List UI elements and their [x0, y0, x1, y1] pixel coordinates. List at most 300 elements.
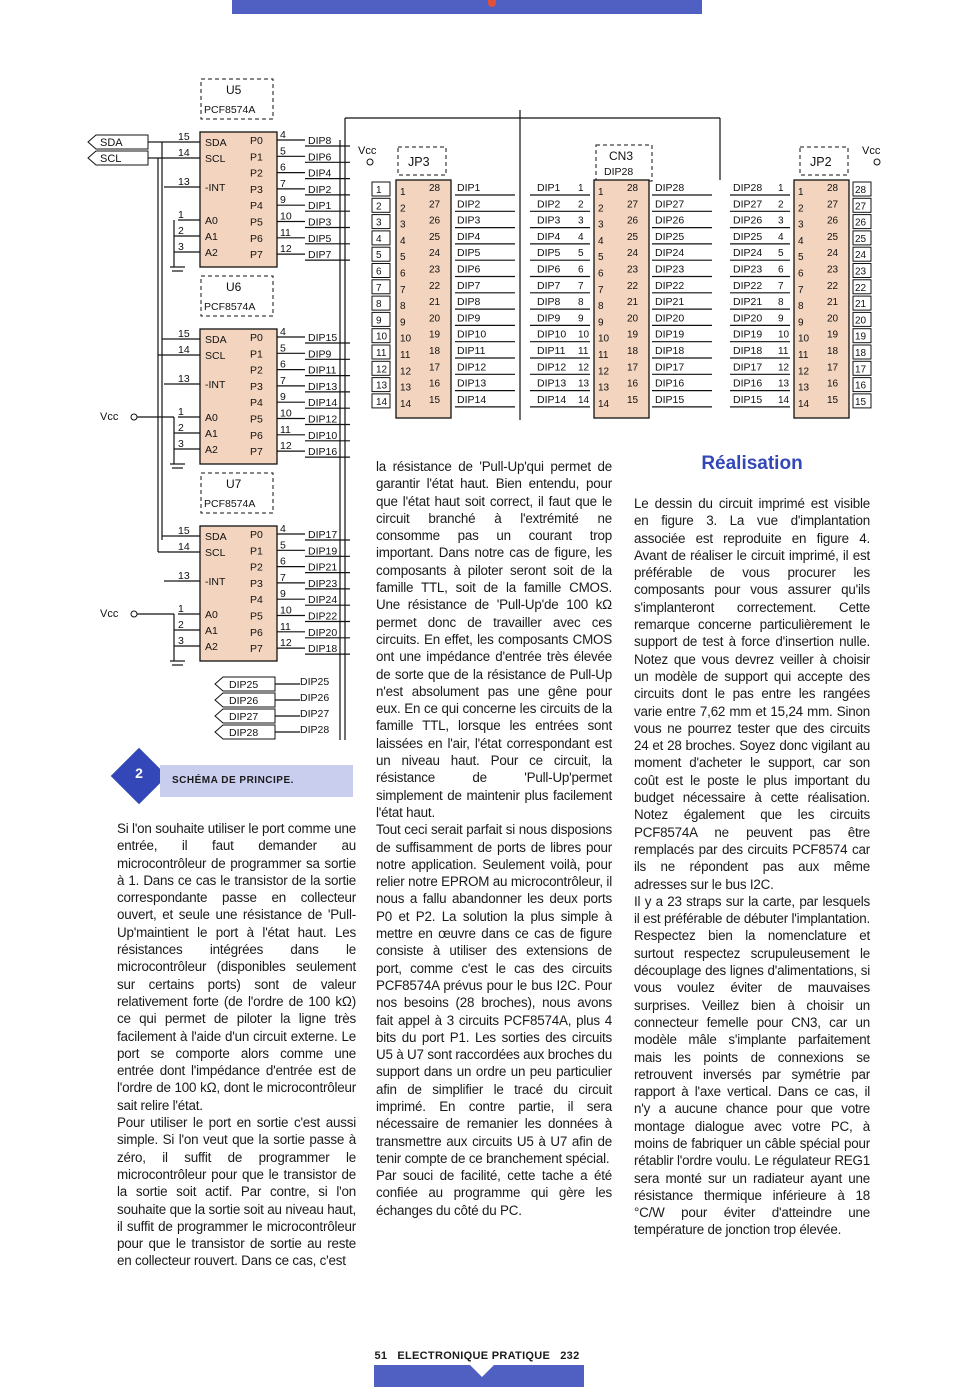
- socket-pin: 4: [798, 235, 804, 247]
- pin-number: 15: [178, 525, 190, 537]
- socket-pin: 8: [578, 297, 584, 309]
- connector-sub: DIP28: [604, 166, 634, 178]
- port-label: DIP25: [229, 679, 259, 691]
- net-label: DIP19: [655, 328, 685, 341]
- socket-pin: 14: [798, 398, 810, 410]
- socket-pin: 2: [400, 203, 406, 215]
- socket-pin: 9: [376, 315, 382, 327]
- socket-pin: 22: [627, 280, 639, 292]
- net-label: DIP23: [308, 577, 338, 590]
- pin-name: P2: [250, 364, 263, 377]
- connector-name: JP2: [810, 155, 832, 169]
- net-label: DIP2: [457, 198, 481, 211]
- pin-number: 9: [280, 391, 286, 404]
- net-label: DIP16: [308, 446, 338, 459]
- socket-pin: 20: [855, 315, 867, 327]
- socket-pin: 28: [627, 183, 639, 194]
- net-label: DIP17: [733, 361, 763, 374]
- pin-name: P3: [250, 380, 263, 393]
- net-label: DIP15: [733, 393, 763, 406]
- net-label: DIP12: [308, 413, 338, 426]
- net-label: DIP26: [655, 214, 685, 227]
- socket-pin: 26: [429, 215, 441, 227]
- pin-name: -INT: [205, 182, 226, 194]
- vcc-node: [874, 159, 880, 165]
- socket-pin: 11: [598, 350, 609, 361]
- socket-pin: 10: [578, 329, 590, 341]
- pin-name: P0: [250, 135, 263, 147]
- socket-pin: 10: [778, 329, 790, 341]
- net-label: DIP13: [457, 377, 487, 390]
- net-label: DIP25: [300, 676, 330, 688]
- net-label: DIP5: [537, 247, 561, 260]
- socket-pin: 14: [376, 396, 388, 408]
- pin-name: P0: [250, 332, 263, 344]
- net-label: DIP7: [308, 249, 332, 262]
- vcc-node: [131, 414, 137, 420]
- net-label: DIP13: [537, 377, 567, 390]
- net-label: DIP18: [733, 345, 763, 357]
- pin-name: P5: [250, 216, 263, 229]
- pin-number: 4: [280, 129, 286, 141]
- net-label: DIP18: [655, 345, 685, 357]
- socket-pin: 3: [798, 219, 804, 231]
- socket-pin: 21: [855, 299, 867, 311]
- pin-name: SCL: [205, 350, 226, 362]
- pin-number: 5: [280, 342, 286, 355]
- scl-label: SCL: [100, 153, 122, 165]
- net-label: DIP5: [308, 232, 332, 245]
- socket-pin: 21: [827, 297, 839, 309]
- socket-pin: 4: [778, 231, 784, 243]
- net-label: DIP27: [300, 708, 330, 720]
- net-label: DIP5: [457, 247, 481, 260]
- net-label: DIP28: [655, 182, 685, 194]
- socket-pin: 25: [429, 231, 441, 243]
- text-column-3: [634, 495, 870, 1239]
- net-label: DIP24: [655, 247, 685, 260]
- socket-pin: 8: [400, 301, 406, 313]
- net-label: DIP4: [308, 167, 332, 180]
- socket-pin: 6: [578, 264, 584, 276]
- net-label: DIP27: [655, 198, 685, 211]
- port-label: DIP26: [229, 695, 259, 707]
- socket-pin: 16: [827, 378, 839, 390]
- socket-pin: 1: [778, 183, 784, 194]
- pin-number: 1: [178, 406, 184, 418]
- pin-number: 14: [178, 147, 190, 159]
- pin-number: 2: [178, 225, 184, 237]
- pin-name: P5: [250, 413, 263, 426]
- socket-pin: 1: [400, 187, 406, 198]
- socket-pin: 5: [400, 252, 406, 264]
- net-label: DIP12: [537, 361, 567, 374]
- socket-pin: 17: [627, 362, 639, 374]
- net-label: DIP11: [308, 364, 337, 377]
- pin-name: P1: [250, 545, 263, 558]
- socket-pin: 10: [400, 333, 412, 345]
- socket-pin: 14: [778, 394, 790, 406]
- net-label: DIP13: [308, 380, 338, 393]
- socket-pin: 1: [578, 183, 584, 194]
- socket-pin: 28: [429, 183, 441, 194]
- net-label: DIP17: [308, 529, 338, 541]
- socket-pin: 13: [400, 382, 412, 394]
- pin-name: P1: [250, 151, 263, 164]
- page-number: 51: [374, 1350, 388, 1362]
- net-label: DIP25: [655, 230, 685, 243]
- socket-pin: 14: [400, 398, 412, 410]
- socket-pin: 19: [429, 329, 441, 341]
- vcc-label: Vcc: [100, 411, 119, 423]
- pin-name: P4: [250, 200, 263, 213]
- socket-pin: 10: [376, 331, 388, 343]
- socket-pin: 5: [778, 248, 784, 260]
- pin-name: A2: [205, 444, 218, 456]
- socket-pin: 19: [627, 329, 639, 341]
- socket-pin: 5: [798, 252, 804, 264]
- socket-pin: 2: [578, 199, 584, 211]
- net-label: DIP20: [733, 312, 763, 325]
- pin-number: 5: [280, 539, 286, 552]
- chip-name: U6: [226, 280, 242, 294]
- socket-pin: 3: [778, 215, 784, 227]
- pin-number: 3: [178, 635, 184, 647]
- pin-number: 12: [280, 440, 292, 453]
- pin-number: 6: [280, 358, 286, 371]
- socket-pin: 21: [429, 297, 441, 309]
- socket-pin: 15: [627, 394, 639, 406]
- pin-name: P6: [250, 626, 263, 639]
- socket-pin: 8: [376, 299, 382, 311]
- net-label: DIP8: [457, 296, 481, 309]
- net-label: DIP24: [308, 594, 338, 607]
- socket-pin: 11: [798, 350, 809, 361]
- socket-pin: 9: [598, 317, 604, 329]
- socket-pin: 4: [598, 235, 604, 247]
- vcc-label: Vcc: [862, 145, 881, 157]
- chip-part: PCF8574A: [204, 301, 256, 313]
- socket-pin: 11: [376, 348, 387, 359]
- socket-pin: 25: [627, 231, 639, 243]
- chip-part: PCF8574A: [204, 104, 256, 116]
- net-label: DIP11: [537, 345, 566, 357]
- net-label: DIP20: [308, 626, 338, 639]
- paragraph: Pour utiliser le port en sortie c'est aussi simple. Si l'on veut que la sortie passe à zéro, il suffit de programmer le microcontrôleur pour que le transistor de la sortie soit actif. Par contre, si l'on souhaite que la sortie soit au niveau haut, il suffit de programmer le microcontrôleur pour que le transistor de sortie au reste en collecteur rouvert. Dans ce cas, c'est: [117, 1115, 356, 1269]
- net-label: DIP6: [308, 151, 332, 164]
- socket-pin: 20: [429, 313, 441, 325]
- socket-pin: 6: [798, 268, 804, 280]
- chip-name: U5: [226, 83, 242, 97]
- vcc-label: Vcc: [358, 145, 377, 157]
- net-label: DIP12: [457, 361, 487, 374]
- net-label: DIP9: [457, 312, 481, 325]
- net-label: DIP4: [537, 230, 561, 243]
- socket-pin: 12: [778, 362, 790, 374]
- socket-pin: 26: [627, 215, 639, 227]
- pin-number: 12: [280, 637, 292, 650]
- socket-pin: 13: [798, 382, 810, 394]
- pin-name: A1: [205, 231, 218, 243]
- socket-pin: 17: [827, 362, 839, 374]
- port-label: DIP28: [229, 727, 259, 739]
- socket-pin: 13: [376, 380, 388, 392]
- pin-number: 7: [280, 177, 286, 190]
- pin-number: 11: [280, 620, 291, 633]
- socket-pin: 20: [827, 313, 839, 325]
- net-label: DIP26: [733, 214, 763, 227]
- socket-pin: 3: [598, 219, 604, 231]
- socket-pin: 1: [798, 187, 804, 198]
- socket-pin: 7: [376, 282, 382, 294]
- socket-pin: 25: [855, 233, 867, 245]
- socket-pin: 24: [627, 248, 639, 260]
- net-label: DIP21: [655, 296, 685, 309]
- socket-pin: 7: [578, 280, 584, 292]
- socket-pin: 22: [855, 282, 867, 294]
- socket-pin: 20: [627, 313, 639, 325]
- bottom-notch: [470, 1365, 494, 1377]
- pin-name: SDA: [205, 137, 227, 149]
- socket-pin: 8: [798, 301, 804, 313]
- socket-pin: 7: [798, 284, 804, 296]
- net-label: DIP19: [733, 328, 763, 341]
- socket-pin: 6: [400, 268, 406, 280]
- net-label: DIP16: [733, 377, 763, 390]
- net-label: DIP9: [537, 312, 561, 325]
- pin-number: 2: [178, 619, 184, 631]
- socket-pin: 27: [855, 201, 867, 213]
- socket-pin: 26: [827, 215, 839, 227]
- paragraph: Le dessin du circuit imprimé est visible en figure 3. La vue d'implantation associée est reproduite en figure 4. Avant de réaliser le circuit imprimé, il est préférable de vous procurer les composants pour vous assurer qu'ils s'implanteront correctement. Cette remarque concerne particulièrement le support de test à force d'insertion nulle. Notez que vous devrez veiller à choisir un modèle de support qui accepte des circuits dont le pas entre les rangées varie entre 7,62 mm et 15,24 mm. Sinon vous ne pourrez tester que des circuits 24 et 28 broches. Soyez donc vigilant au moment d'acheter le support, car son coût est le poste le plus important du budget nécessaire à cette réalisation. Notez également que les circuits PCF8574A ne peuvent pas être remplacés par des circuits PCF8574 car ils ne répondent pas aux même adresses sur le bus I2C.: [634, 496, 870, 892]
- pin-name: P7: [250, 643, 263, 656]
- pin-name: P7: [250, 446, 263, 459]
- socket-pin: 12: [400, 366, 412, 378]
- socket-pin: 15: [429, 394, 441, 406]
- socket-pin: 4: [578, 231, 584, 243]
- socket-pin: 16: [429, 378, 441, 390]
- chip-name: U7: [226, 477, 242, 491]
- pin-number: 1: [178, 603, 184, 615]
- net-label: DIP24: [733, 247, 763, 260]
- socket-pin: 28: [827, 183, 839, 194]
- socket-pin: 28: [855, 185, 867, 196]
- socket-pin: 7: [778, 280, 784, 292]
- socket-pin: 9: [578, 313, 584, 325]
- socket-pin: 27: [627, 199, 639, 211]
- pin-name: A0: [205, 412, 218, 424]
- socket-pin: 3: [578, 215, 584, 227]
- socket-pin: 19: [827, 329, 839, 341]
- socket-pin: 1: [598, 187, 604, 198]
- pin-number: 4: [280, 523, 286, 535]
- socket-pin: 26: [855, 217, 867, 229]
- socket-pin: 18: [429, 346, 441, 357]
- socket-pin: 14: [578, 394, 590, 406]
- pin-number: 3: [178, 438, 184, 450]
- vcc-node: [367, 159, 373, 165]
- net-label: DIP28: [733, 182, 763, 194]
- pin-number: 2: [178, 422, 184, 434]
- pin-name: P7: [250, 249, 263, 262]
- net-label: DIP23: [655, 263, 685, 276]
- socket-pin: 6: [376, 266, 382, 278]
- pin-number: 9: [280, 588, 286, 601]
- net-label: DIP23: [733, 263, 763, 276]
- connector-name: JP3: [408, 155, 430, 169]
- socket-pin: 2: [778, 199, 784, 211]
- socket-pin: 13: [578, 378, 590, 390]
- net-label: DIP1: [457, 182, 481, 194]
- net-label: DIP11: [457, 345, 486, 357]
- net-label: DIP21: [733, 296, 763, 309]
- net-label: DIP14: [457, 393, 487, 406]
- pin-name: P2: [250, 561, 263, 574]
- issue-number: 232: [560, 1350, 580, 1362]
- socket-pin: 19: [855, 331, 867, 343]
- net-label: DIP6: [457, 263, 481, 276]
- vcc-node: [131, 611, 137, 617]
- net-label: DIP3: [537, 214, 561, 227]
- pin-number: 14: [178, 344, 190, 356]
- socket-pin: 9: [778, 313, 784, 325]
- pin-name: P1: [250, 348, 263, 361]
- pin-name: -INT: [205, 576, 226, 588]
- socket-pin: 15: [855, 396, 867, 408]
- net-label: DIP22: [733, 279, 763, 292]
- socket-pin: 8: [598, 301, 604, 313]
- pin-number: 9: [280, 194, 286, 207]
- net-label: DIP4: [457, 230, 481, 243]
- socket-pin: 9: [400, 317, 406, 329]
- socket-pin: 13: [598, 382, 610, 394]
- socket-pin: 17: [855, 364, 867, 376]
- net-label: DIP14: [308, 397, 338, 410]
- pin-number: 5: [280, 145, 286, 158]
- pin-number: 13: [178, 176, 190, 188]
- socket-pin: 12: [376, 364, 388, 376]
- pin-name: A2: [205, 247, 218, 259]
- pin-number: 7: [280, 374, 286, 387]
- pin-name: -INT: [205, 379, 226, 391]
- paragraph: Par souci de facilité, cette tache a été confiée au programme qui gère les échanges du côté du PC.: [376, 1168, 612, 1218]
- net-label: DIP7: [457, 279, 481, 292]
- pin-name: P4: [250, 397, 263, 410]
- pin-number: 6: [280, 555, 286, 568]
- pin-name: P6: [250, 429, 263, 442]
- socket-pin: 16: [627, 378, 639, 390]
- connector-name: CN3: [609, 149, 634, 163]
- pin-number: 15: [178, 131, 190, 143]
- net-label: DIP15: [308, 332, 338, 344]
- socket-pin: 4: [400, 235, 406, 247]
- net-label: DIP2: [537, 198, 561, 211]
- net-label: DIP17: [655, 361, 685, 374]
- pin-name: SDA: [205, 334, 227, 346]
- socket-pin: 8: [778, 297, 784, 309]
- sda-label: SDA: [100, 137, 123, 149]
- pin-number: 10: [280, 407, 292, 420]
- pin-name: A2: [205, 641, 218, 653]
- pin-number: 7: [280, 571, 286, 584]
- net-label: DIP25: [733, 230, 763, 243]
- socket-pin: 12: [598, 366, 610, 378]
- net-label: DIP21: [308, 561, 338, 574]
- socket-pin: 5: [376, 250, 382, 262]
- socket-pin: 6: [778, 264, 784, 276]
- socket-pin: 23: [855, 266, 867, 278]
- pin-name: P3: [250, 183, 263, 196]
- net-label: DIP26: [300, 692, 330, 704]
- net-label: DIP27: [733, 198, 763, 211]
- socket-pin: 22: [827, 280, 839, 292]
- socket-pin: 24: [855, 250, 867, 262]
- socket-pin: 21: [627, 297, 639, 309]
- section-heading: Réalisation: [701, 453, 803, 474]
- pin-number: 15: [178, 328, 190, 340]
- net-label: DIP1: [537, 182, 561, 194]
- socket-pin: 14: [598, 398, 610, 410]
- pin-number: 10: [280, 210, 292, 223]
- net-label: DIP1: [308, 200, 332, 213]
- net-label: DIP3: [308, 216, 332, 229]
- socket-pin: 2: [598, 203, 604, 215]
- socket-pin: 5: [598, 252, 604, 264]
- pin-name: P2: [250, 167, 263, 180]
- paragraph: Tout ceci serait parfait si nous disposions de suffisamment de ports de libres pour notre application. Seulement voilà, pour relier notre EPROM au microcontrôleur, il nous a fallu abandonner les deux ports P0 et P2. La solution la plus simple à mettre en œuvre dans ce cas de figure consiste à utiliser des extensions de port, comme c'est le cas des circuits PCF8574A prévus pour le bus I2C. Pour nos besoins (28 broches), nous avons fait appel à 3 circuits PCF8574A, plus 4 bits du port P1. Les sorties des circuits U5 à U7 sont raccordées aux broches du support dans un ordre un peu particulier afin de simplifier le tracé du circuit imprimé. En contre partie, il sera nécessaire de remanier les données à transmettre aux circuits U5 à U7 afin de tenir compte de ce branchement spécial.: [376, 822, 612, 1166]
- net-label: DIP10: [457, 328, 487, 341]
- chip-part: PCF8574A: [204, 498, 256, 510]
- net-label: DIP3: [457, 214, 481, 227]
- pin-number: 14: [178, 541, 190, 553]
- figure-caption: SCHÉMA DE PRINCIPE.: [172, 775, 294, 786]
- socket-pin: 27: [429, 199, 441, 211]
- pin-number: 4: [280, 326, 286, 338]
- paragraph: Il y a 23 straps sur la carte, par lesquels il est préférable de débuter l'implantation. Respectez bien la nomenclature et surtout respectez scrupuleusement le découplage des lignes d'alimentations, si vous voulez éviter de mauvaises surprises. Veillez bien à choisir un connecteur femelle pour CN3, car un modèle mâle s'implante parfaitement mais les points de connexions se retrouvent inversés par symétrie par rapport à l'axe vertical. Dans ce cas, il n'y a aucune chance pour que votre montage dialogue avec votre PC, à moins de fabriquer un câble spécial pour rétablir l'ordre voulu. Le régulateur REG1 sera monté sur un radiateur ayant une résistance thermique inférieure à 18 °C/W pour éviter d'atteindre une température de jonction trop élevée.: [634, 893, 870, 1238]
- socket-pin: 3: [376, 217, 382, 229]
- pin-number: 1: [178, 209, 184, 221]
- socket-pin: 2: [376, 201, 382, 213]
- net-label: DIP22: [655, 279, 685, 292]
- socket-pin: 11: [400, 350, 411, 361]
- pin-number: 13: [178, 570, 190, 582]
- net-label: DIP8: [537, 296, 561, 309]
- net-label: DIP15: [655, 393, 685, 406]
- socket-pin: 18: [855, 348, 867, 359]
- socket-pin: 18: [627, 346, 639, 357]
- socket-pin: 17: [429, 362, 441, 374]
- socket-pin: 7: [400, 284, 406, 296]
- pin-number: 3: [178, 241, 184, 253]
- socket-pin: 11: [578, 346, 589, 357]
- pin-number: 12: [280, 243, 292, 256]
- paragraph: Si l'on souhaite utiliser le port comme une entrée, il faut demander au microcontrôleur de programmer sa sortie à 1. Dans ce cas le transistor de la sortie correspondante passe en collecteur ouvert, et seule une résistance de 'Pull-Up'maintient le port à l'état haut. Les résistances intégrées dans le microcontrôleur (disponibles seulement sur certains ports) sont de valeur relativement forte (de l'ordre de 100 kΩ) ce qui permet de piloter la ligne très facilement à l'aide d'un circuit externe. Le port se comporte alors comme une entrée dont l'impédance d'entrée est de l'ordre de 100 kΩ, dont le microcontrôleur sait relire l'état.: [117, 821, 356, 1113]
- socket-pin: 23: [827, 264, 839, 276]
- socket-pin: 22: [429, 280, 441, 292]
- net-label: DIP10: [537, 328, 567, 341]
- net-label: DIP16: [655, 377, 685, 390]
- net-label: DIP28: [300, 724, 330, 736]
- pin-name: A1: [205, 625, 218, 637]
- footer: [0, 1350, 954, 1362]
- socket-pin: 6: [598, 268, 604, 280]
- socket-pin: 4: [376, 233, 382, 245]
- socket-pin: 3: [400, 219, 406, 231]
- magazine-name: ELECTRONIQUE PRATIQUE: [397, 1350, 551, 1362]
- socket-pin: 23: [429, 264, 441, 276]
- socket-pin: 11: [778, 346, 789, 357]
- socket-pin: 23: [627, 264, 639, 276]
